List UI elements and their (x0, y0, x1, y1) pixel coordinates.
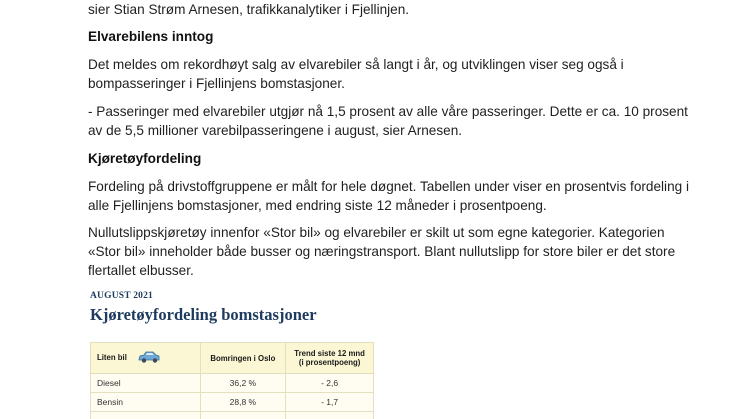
row-trend: - 2,6 (286, 374, 374, 393)
table-row (91, 374, 374, 393)
header-bomringen-cell (200, 343, 286, 374)
vehicle-distribution-table (90, 342, 374, 419)
header-bomringen-label: Bomringen i Oslo (210, 353, 276, 363)
paragraph-3-line-1: Fordeling på drivstoffgruppene er målt for hele døgnet. Tabellen under viser en prosentvis fordeling i (88, 179, 689, 194)
paragraph-2-line-2: av de 5,5 millioner varebilpasseringene i august, sier Arnesen. (88, 123, 463, 138)
table-row-partial (91, 412, 374, 419)
heading-kjoretoyfordeling: Kjøretøyfordeling (88, 151, 202, 166)
paragraph-1-line-1: Det meldes om rekordhøyt salg av elvarebiler så langt i år, og utviklingen viser seg også i (88, 57, 624, 72)
paragraph-2-line-1: - Passeringer med elvarebiler utgjør nå 1,5 prosent av alle våre passeringer. Dette er ca. 10 prosent (88, 104, 688, 119)
row-share: 36,2 % (200, 374, 286, 393)
row-category: Diesel (91, 374, 201, 393)
paragraph-intro-end: sier Stian Strøm Arnesen, trafikkanalytiker i Fjellinjen. (88, 2, 410, 17)
header-category-cell (91, 343, 201, 374)
paragraph-4-line-3: flertallet elbusser. (88, 263, 194, 278)
row-trend: - 1,7 (286, 393, 374, 412)
paragraph-4-line-2: «Stor bil» inneholder både busser og næringstransport. Blant nullutslipp for store biler er det store (88, 244, 676, 259)
heading-elvarebilens-inntog: Elvarebilens inntog (88, 29, 214, 44)
table-row (91, 393, 374, 412)
car-icon (137, 350, 161, 366)
header-category-label: Liten bil (97, 353, 127, 363)
table-period-label: AUGUST 2021 (90, 291, 153, 301)
paragraph-3-line-2: alle Fjellinjens bomstasjoner, med endring siste 12 måneder i prosentpoeng. (88, 198, 547, 213)
header-trend-label: Trend siste 12 mnd (294, 349, 365, 358)
header-trend-unit: (i prosentpoeng) (298, 358, 361, 367)
paragraph-1-line-2: bompasseringer i Fjellinjens bomstasjoner. (88, 76, 345, 91)
header-trend-cell (286, 343, 374, 374)
table-header-row (91, 343, 374, 374)
row-category: Bensin (91, 393, 201, 412)
row-share: 28,8 % (200, 393, 286, 412)
table-title: Kjøretøyfordeling bomstasjoner (90, 305, 317, 324)
paragraph-4-line-1: Nullutslippskjøretøy innenfor «Stor bil» og elvarebiler er skilt ut som egne kategorier. Kategorien (88, 225, 665, 240)
